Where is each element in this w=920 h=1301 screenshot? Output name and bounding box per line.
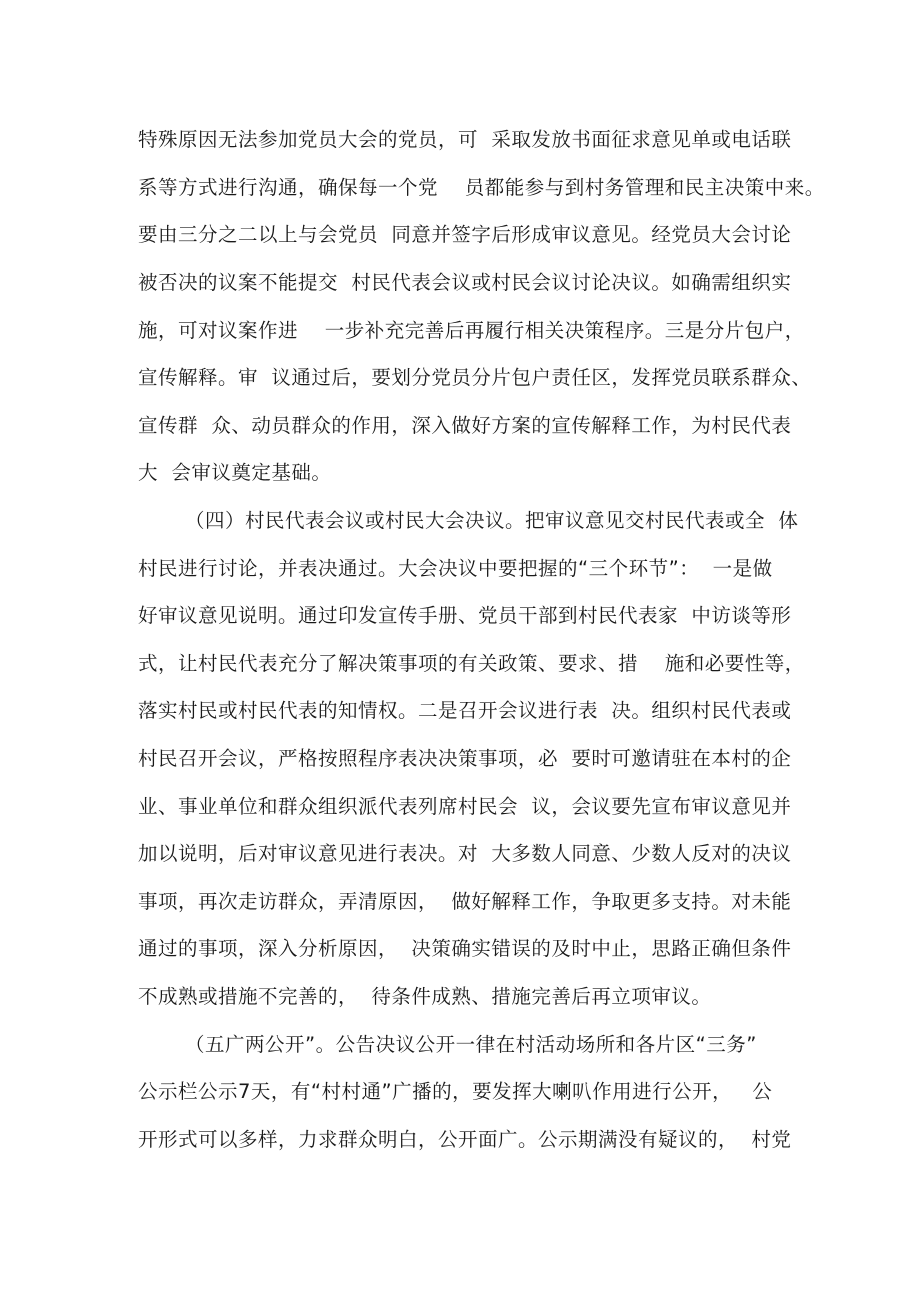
text-line: 大 会审议奠定基础。 (138, 461, 332, 484)
text-line: 村民召开会议，严格按照程序表决决策事项，必 要时可邀请驻在本村的企 (138, 747, 792, 770)
text-line: 特殊原因无法参加党员大会的党员，可 采取发放书面征求意见单或电话联 (138, 128, 792, 151)
text-line: 落实村民或村民代表的知情权。二是召开会议进行表 决。组织村民代表或 (138, 699, 792, 722)
text-line: 被否决的议案不能提交 村民代表会议或村民会议讨论决议。如确需组织实 (138, 271, 792, 294)
text-line: 施，可对议案作进 一步补充完善后再履行相关决策程序。三是分片包户， (138, 319, 805, 342)
text-line: 公示栏公示7天，有“村村通”广播的，要发挥大喇叭作用进行公开， 公 (138, 1080, 773, 1103)
text-line: 加以说明，后对审议意见进行表决。对 大多数人同意、少数人反对的决议 (138, 842, 792, 865)
text-line: 要由三分之二以上与会党员 同意并签字后形成审议意见。经党员大会讨论 (138, 223, 792, 246)
text-line: 开形式可以多样，力求群众明白，公开面广。公示期满没有疑议的， 村党 (138, 1128, 792, 1151)
text-line: 不成熟或措施不完善的， 待条件成熟、措施完善后再立项审议。 (138, 985, 712, 1008)
paragraph-first-line: （五广两公开”。公告决议公开一律在村活动场所和各片区“三务” (185, 1033, 757, 1056)
text-line: 通过的事项，深入分析原因， 决策确实错误的及时中止，思路正确但条件 (138, 937, 792, 960)
text-line: 宣传解释。审 议通过后，要划分党员分片包户责任区，发挥党员联系群众、 (138, 366, 812, 389)
text-line: 好审议意见说明。通过印发宣传手册、党员干部到村民代表家 中访谈等形 (138, 604, 792, 627)
text-line: 业、事业单位和群众组织派代表列席村民会 议，会议要先宣布审议意见并 (138, 795, 792, 818)
text-line: 事项，再次走访群众，弄清原因， 做好解释工作，争取更多支持。对未能 (138, 890, 792, 913)
text-line: 村民进行讨论，并表决通过。大会决议中要把握的“三个环节”： 一是做 (138, 557, 773, 580)
paragraph-first-line: （四）村民代表会议或村民大会决议。把审议意见交村民代表或全 体 (185, 509, 799, 532)
text-line: 宣传群 众、动员群众的作用，深入做好方案的宣传解释工作，为村民代表 (138, 414, 792, 437)
text-line: 系等方式进行沟通，确保每一个党 员都能参与到村务管理和民主决策中来。 (138, 176, 825, 199)
text-line: 式，让村民代表充分了解决策事项的有关政策、要求、措 施和必要性等， (138, 652, 805, 675)
